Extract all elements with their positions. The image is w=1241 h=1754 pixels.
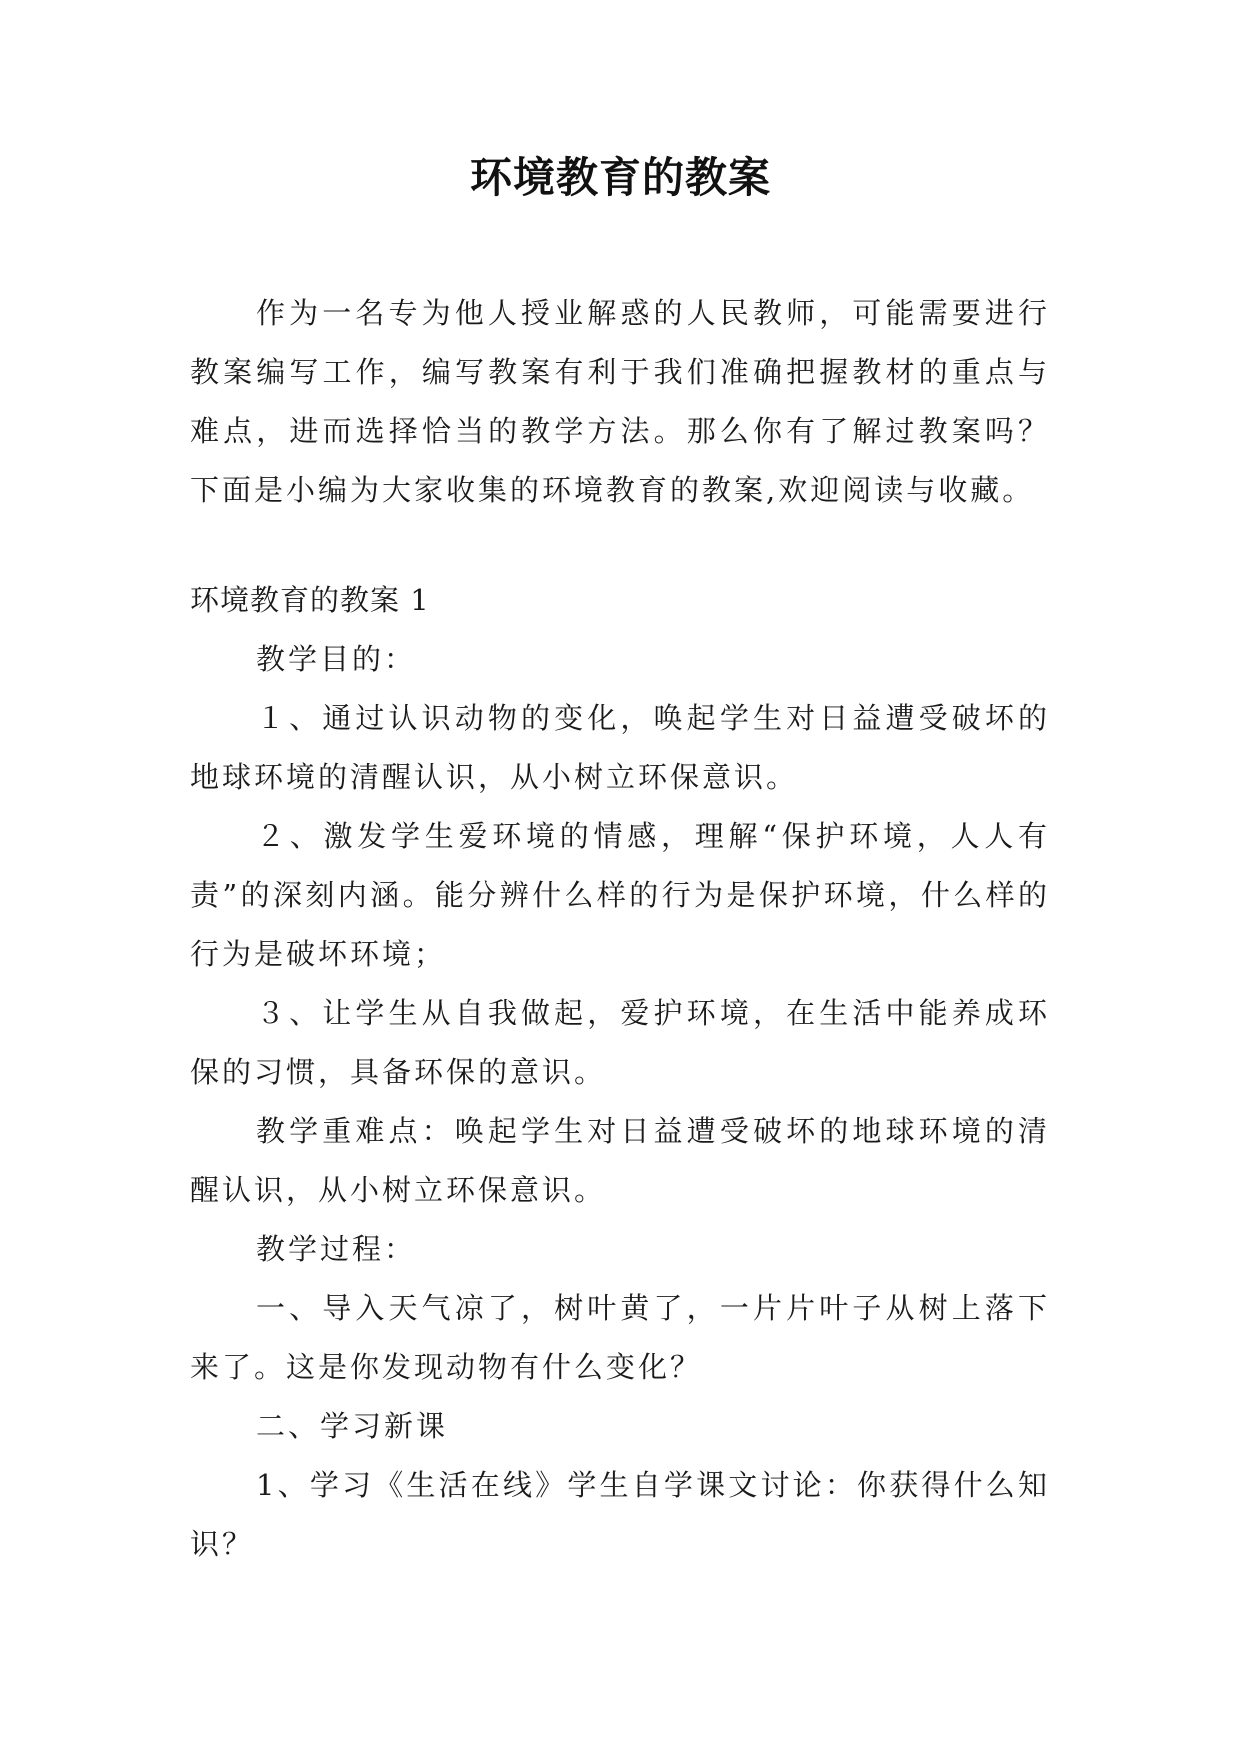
section-title: 环境教育的教案 1 — [190, 583, 430, 617]
paragraph-step-2: 二、学习新课 — [256, 1409, 449, 1443]
intro-paragraph: 作为一名专为他人授业解惑的人民教师，可能需要进行教案编写工作，编写教案有利于我们准确把握教材的重点与难点，进而选择恰当的教学方法。那么你有了解过教案吗？下面是小编为大家收集的环境教育的教案,欢迎阅读与收藏。 — [190, 296, 1050, 507]
paragraph-step-2-1: 1、学习《生活在线》学生自学课文讨论：你获得什么知识？ — [190, 1468, 1050, 1561]
document-title: 环境教育的教案 — [469, 153, 771, 202]
paragraph-teaching-goals: 教学目的： — [256, 642, 417, 676]
paragraph-goal-3: ３、让学生从自我做起，爱护环境，在生活中能养成环保的习惯，具备环保的意识。 — [190, 996, 1050, 1089]
paragraph-goal-1: １、通过认识动物的变化，唤起学生对日益遭受破坏的地球环境的清醒认识，从小树立环保意识。 — [190, 701, 1050, 794]
paragraph-key-points: 教学重难点：唤起学生对日益遭受破坏的地球环境的清醒认识，从小树立环保意识。 — [190, 1114, 1050, 1207]
paragraph-teaching-process: 教学过程： — [256, 1232, 417, 1266]
document-body — [190, 284, 1050, 1574]
paragraph-goal-2: ２、激发学生爱环境的情感，理解“保护环境，人人有责”的深刻内涵。能分辨什么样的行为是保护环境，什么样的行为是破坏环境； — [190, 819, 1050, 971]
paragraph-step-1: 一、导入天气凉了，树叶黄了，一片片叶子从树上落下来了。这是你发现动物有什么变化？ — [190, 1291, 1050, 1384]
